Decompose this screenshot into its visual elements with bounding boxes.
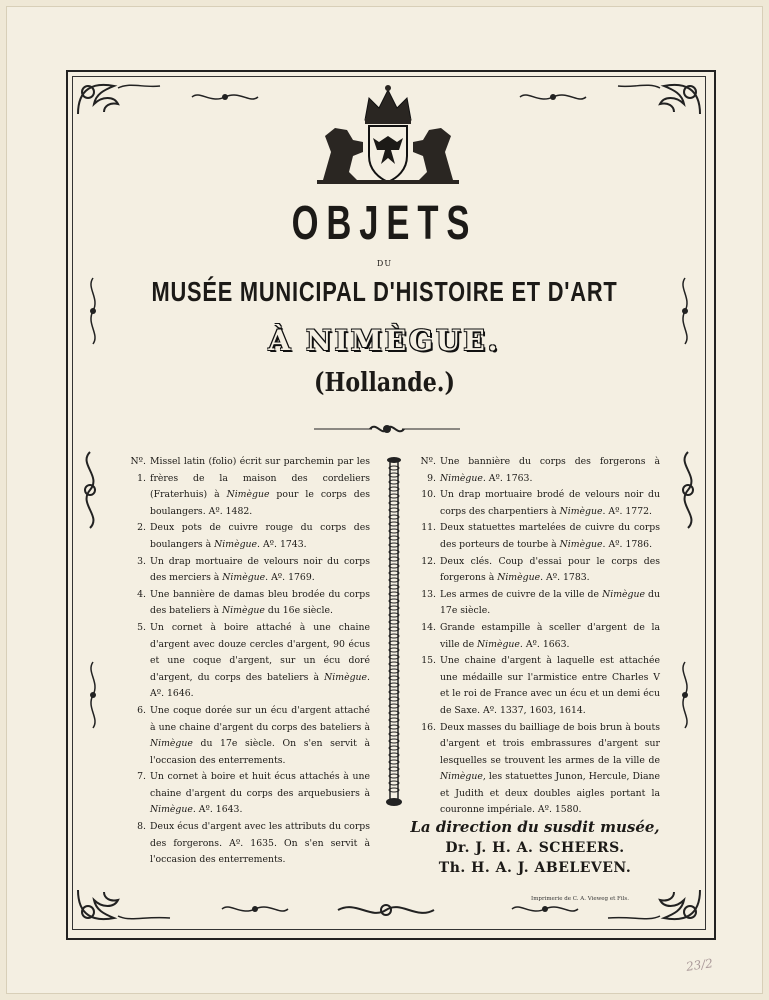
item-place: Nimègue: [477, 638, 520, 650]
item-text-end: . Aº. 1772.: [602, 505, 653, 517]
signature-block: [410, 818, 660, 876]
printer-credit: Imprimerie de C. A. Vieweg et Fils.: [531, 896, 629, 902]
item-place: Nimègue: [559, 505, 603, 517]
title-flourish-icon: [312, 420, 462, 438]
scroll-ornament-top-right-icon: [518, 90, 588, 104]
list-item: [410, 620, 660, 653]
list-item: [410, 487, 660, 520]
museum-name: MUSÉE MUNICIPAL D'HISTOIRE ET D'ART: [151, 276, 618, 307]
item-text-end: du 17e siècle. On s'en servit à l'occasion des enterrements.: [150, 738, 370, 766]
item-number: 13.: [421, 588, 436, 600]
item-text-end: . Aº. 1743.: [257, 538, 307, 550]
side-ornament-right-3-icon: [678, 660, 692, 730]
item-text: Deux écus d'argent avec les attributs du corps des forgerons. Aº. 1635. On s'en servit à l'occasion des enterrements.: [150, 821, 370, 866]
scroll-ornament-bottom-left-icon: [220, 902, 290, 916]
page-title: OBJETS: [291, 197, 478, 250]
item-place: Nimègue: [324, 671, 368, 683]
list-item: [120, 769, 370, 819]
title-connector: DU: [376, 259, 393, 268]
item-text: Grande estampille à sceller d'argent de la ville de: [440, 621, 660, 650]
list-item: [410, 653, 660, 719]
item-text-end: . Aº. 1643.: [192, 804, 243, 816]
signature-scheers: Dr. J. H. A. SCHEERS.: [445, 840, 625, 856]
list-item: [120, 454, 370, 520]
item-number: 8.: [137, 821, 146, 833]
item-text-end: du 17e siècle.: [440, 588, 660, 617]
item-number: 4.: [137, 588, 146, 600]
item-number: Nº. 9.: [420, 456, 436, 484]
item-text-end: , les statuettes Junon, Hercule, Diane et Judith et deux doubles aigles portant la couronne impériale. Aº. 1580.: [440, 771, 660, 816]
side-ornament-right-2-icon: [676, 450, 700, 530]
item-number: 5.: [137, 621, 146, 633]
item-text-end: . Aº. 1646.: [150, 671, 370, 700]
item-place: Nimègue: [440, 472, 483, 484]
items-column-left: [120, 454, 370, 869]
item-text: Un cornet à boire attaché à une chaine d'argent avec douze cercles d'argent, 90 écus et une coque d'argent, sur un écu doré d'argent, du corps des bateliers à: [150, 621, 370, 683]
item-text: Deux masses du bailliage de bois brun à bouts d'argent et trois embrassures d'argent sur lesquelles se trouvent les armes de la ville de: [440, 721, 660, 766]
list-item: [120, 819, 370, 869]
item-number: 15.: [421, 655, 436, 667]
side-ornament-left-2-icon: [78, 450, 102, 530]
item-text: Un cornet à boire et huit écus attachés à une chaine d'argent du corps des arquebusiers à: [150, 771, 370, 799]
scroll-ornament-bottom-center-icon: [336, 900, 436, 920]
item-number: 3.: [137, 555, 146, 567]
item-text-end: . Aº. 1763.: [482, 472, 533, 484]
item-number: 12.: [421, 555, 436, 567]
item-place: Nimègue: [226, 489, 270, 501]
corner-ornament-bottom-left-icon: [74, 886, 174, 926]
list-item: [120, 620, 370, 703]
list-item: [120, 520, 370, 553]
item-text: Une bannière de damas bleu brodée du corps des bateliers à: [150, 588, 370, 617]
item-text-end: . Aº. 1663.: [519, 638, 570, 650]
scroll-ornament-top-left-icon: [190, 90, 260, 104]
signature-direction: La direction du susdit musée,: [410, 818, 660, 836]
item-place: Nimègue: [602, 588, 645, 600]
corner-ornament-top-right-icon: [614, 78, 704, 118]
item-text: Une coque dorée sur un écu d'argent attaché à une chaine d'argent du corps des bateliers à: [150, 704, 370, 733]
item-text: Deux statuettes martelées de cuivre du corps des porteurs de tourbe à: [440, 522, 660, 550]
list-item: [120, 554, 370, 587]
item-text: Une bannière du corps des forgerons à: [440, 456, 660, 467]
list-item: [410, 587, 660, 620]
list-item: [120, 703, 370, 769]
item-text: Un drap mortuaire de velours noir du corps des merciers à: [150, 555, 370, 584]
corner-ornament-top-left-icon: [74, 78, 164, 118]
item-number: 11.: [421, 522, 436, 534]
item-place: Nimègue: [222, 605, 265, 617]
item-number: 16.: [421, 721, 436, 733]
item-text-end: pour le corps des boulangers. Aº. 1482.: [150, 489, 370, 517]
item-text: Deux clés. Coup d'essai pour le corps des forgerons à: [440, 555, 660, 584]
signature-abeleven: Th. H. A. J. ABELEVEN.: [438, 860, 632, 876]
list-item: [120, 587, 370, 620]
item-number: 6.: [137, 704, 146, 716]
list-item: [410, 554, 660, 587]
item-text-end: . Aº. 1769.: [265, 572, 315, 584]
item-text-end: . Aº. 1783.: [540, 572, 590, 584]
item-text: Deux pots de cuivre rouge du corps des boulangers à: [150, 522, 370, 550]
list-item: [410, 520, 660, 553]
item-number: 14.: [421, 621, 436, 633]
item-place: Nimègue: [150, 738, 193, 750]
item-text: Un drap mortuaire brodé de velours noir du corps des charpentiers à: [440, 489, 660, 517]
city-name: À NIMÈGUE.: [268, 324, 501, 357]
item-text-end: . Aº. 1786.: [602, 538, 653, 550]
list-item: [410, 454, 660, 487]
scroll-ornament-bottom-right-icon: [510, 902, 580, 916]
item-text: Les armes de cuivre de la ville de: [440, 588, 603, 600]
item-number: 10.: [421, 489, 436, 501]
item-text-end: du 16e siècle.: [264, 605, 333, 617]
items-column-right: [410, 454, 660, 819]
item-text: Une chaine d'argent à laquelle est attachée une médaille sur l'armistice entre Charles V et le roi de France avec un écu et un demi écu de Saxe. Aº. 1337, 1603, 1614.: [440, 655, 660, 716]
corner-ornament-bottom-right-icon: [604, 886, 704, 926]
list-item: [410, 720, 660, 820]
item-number: Nº. 1.: [130, 456, 146, 484]
item-place: Nimègue: [497, 572, 541, 584]
side-ornament-left-3-icon: [86, 660, 100, 730]
item-number: 2.: [137, 522, 146, 534]
column-divider-icon: [384, 456, 404, 808]
item-place: Nimègue: [222, 572, 266, 584]
coat-of-arms-icon: [313, 80, 463, 188]
item-place: Nimègue: [214, 538, 258, 550]
handwritten-marginalia: 23/2: [685, 956, 714, 974]
item-text: Missel latin (folio) écrit sur parchemin par les frères de la maison des cordeliers (Fraterhuis) à: [150, 456, 370, 501]
item-place: Nimègue: [440, 771, 483, 783]
item-number: 7.: [137, 771, 146, 783]
item-place: Nimègue: [150, 804, 193, 816]
country-name: (Hollande.): [314, 368, 455, 398]
item-place: Nimègue: [559, 538, 603, 550]
